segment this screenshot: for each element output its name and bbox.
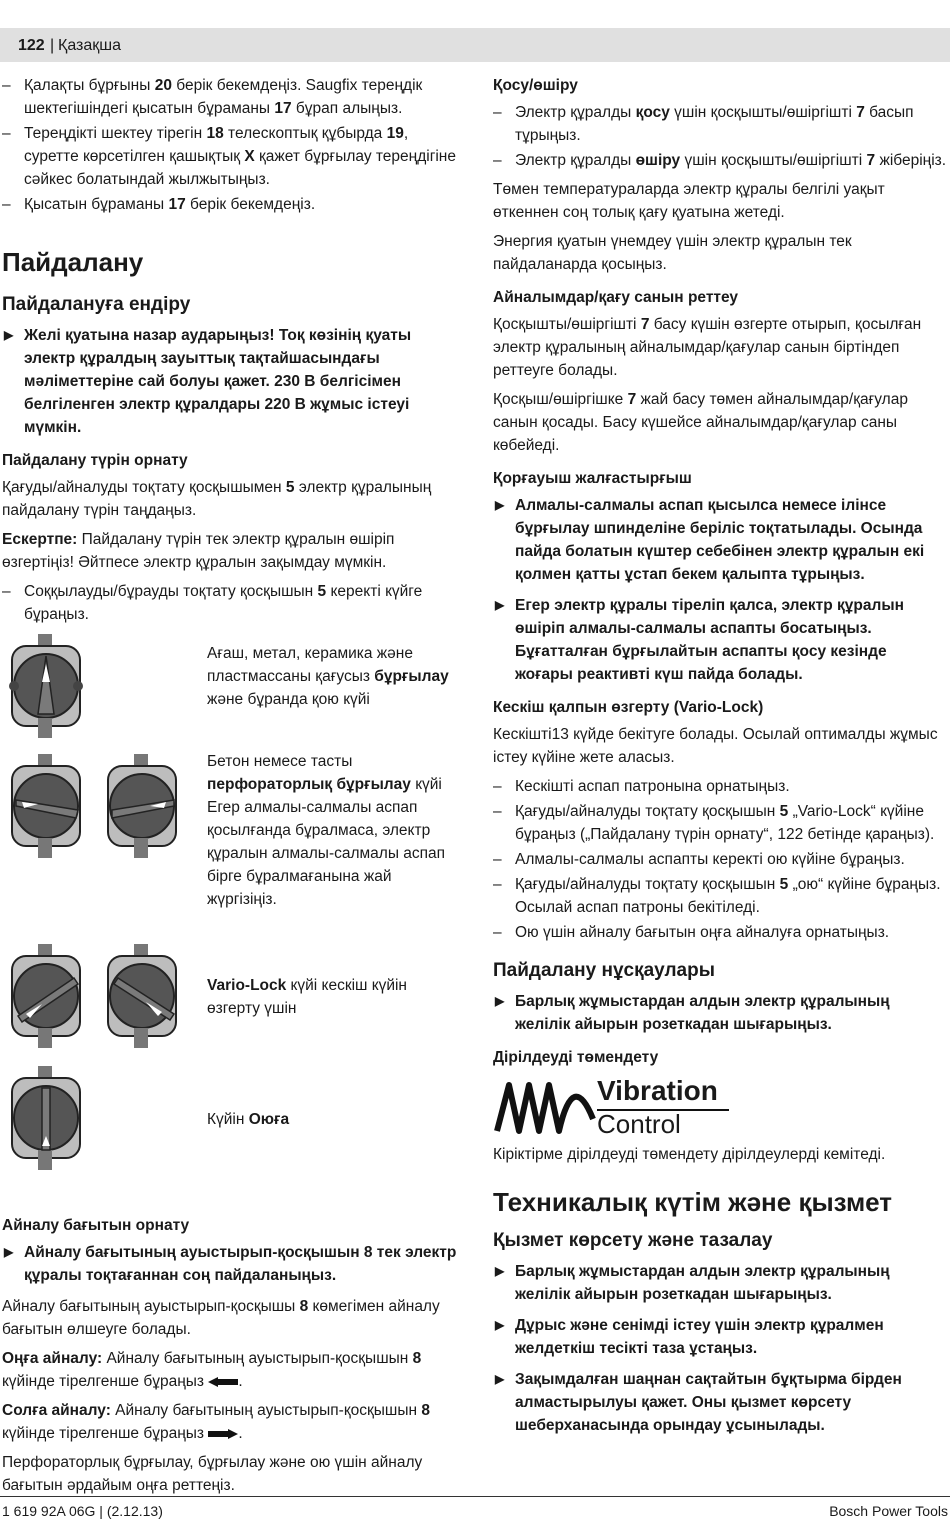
speed-paragraph-2: Қосқыш/өшіргішке 7 жай басу төмен айналымдар/қағулар санын қосады. Басу күшейсе айналымдар/қағулар саны көбейеді. xyxy=(493,391,908,454)
list-item: – Қысатын бұраманы 17 берік бекемдеңіз. xyxy=(2,193,460,216)
mode-paragraph-2: Ескертпе: Пайдалану түрін тек электр құралын өшіріп өзгертіңіз! Әйтпесе электр құралын зақымдау мүмкін. xyxy=(2,531,395,571)
page-number: 122 xyxy=(18,37,45,54)
list-item: – Ою үшін айналу бағытын оңға айналуға орнатыңыз. xyxy=(493,921,948,944)
subheading-clutch: Қорғауыш жалғастырғыш xyxy=(493,470,692,487)
warning-maintenance-2: ▶ Дұрыс және сенімді істеу үшін электр құралмен желдеткіш тесікті таза ұстаңыз. xyxy=(493,1314,948,1360)
control-word: Control xyxy=(597,1109,681,1139)
chisel-paragraph: Кескішті13 күйде бекітуге болады. Осылай оптималды жұмыс істеу күйіне жете аласыз. xyxy=(493,726,938,766)
direction-paragraph-4: Перфораторлық бұрғылау, бұрғылау және ою үшін айналу бағытын әрдайым оңға реттеңіз. xyxy=(2,1454,423,1494)
subheading-speed: Айналымдар/қағу санын реттеу xyxy=(493,289,739,306)
mode-dial-vario-lock-right-icon xyxy=(98,944,186,1048)
mode-text-vario-lock: Vario-Lock күйі кескіш күйін өзгерту үшін xyxy=(207,977,407,1017)
mode-dial-chisel-icon xyxy=(2,1066,90,1170)
mode-dial-hammer-right-icon xyxy=(98,754,186,858)
subheading-start: Пайдалануға ендіру xyxy=(2,294,191,315)
vibration-control-logo xyxy=(493,1075,948,1139)
list-item: – Қалақты бұрғыны 20 берік бекемдеңіз. Saugfix тереңдік шектегішіндегі қысатын бұраманы 17 бұрап алыңыз. xyxy=(2,74,460,120)
page-footer xyxy=(0,1496,950,1519)
list-item: – Қағуды/айналуды тоқтату қосқышын 5 „Vario-Lock“ күйіне бұраңыз („Пайдалану түрін орнату“, 122 бетінде қараңыз). xyxy=(493,800,948,846)
header-separator: | xyxy=(50,37,55,54)
list-item: – Электр құралды өшіру үшін қосқышты/өшіргішті 7 жіберіңіз. xyxy=(493,149,948,172)
section-heading-usage: Пайдалану xyxy=(2,247,144,277)
paragraph-cold: Төмен температураларда электр құралы белгілі уақыт өткеннен соң толық қағу қуатына жетеді. xyxy=(493,181,885,221)
vibration-wave-icon xyxy=(493,1079,597,1135)
vibration-paragraph: Кіріктірме дірілдеуді төмендету дірілдеулерді кемітеді. xyxy=(493,1146,886,1163)
warning-tips: ▶ Барлық жұмыстардан алдын электр құралының желілік айырын розеткадан шығарыңыз. xyxy=(493,990,948,1036)
subheading-tips: Пайдалану нұсқаулары xyxy=(493,960,715,981)
warning-maintenance-3: ▶ Зақымдалған шаңнан сақтайтын бұқтырма бірден алмастырылуы қажет. Оны қызмет көрсету шеберханасында орындау ұсынылады. xyxy=(493,1368,948,1437)
subheading-vibration: Дірілдеуді төмендету xyxy=(493,1049,659,1066)
mode-text-hammer: Бетон немесе тасты перфораторлық бұрғылау күйі Егер алмалы-салмалы аспап қосылғанда бұралмаса, электр құралын алмалы-салмалы аспап бірге бұралмағанына жай жүргізіңіз. xyxy=(207,753,446,908)
mode-dial-vario-lock-left-icon xyxy=(2,944,90,1048)
direction-paragraph-3: Солға айналу: Айналу бағытының ауыстырып-қосқышын 8 күйінде тірелгенше бұраңыз . xyxy=(2,1402,430,1442)
list-item: – Электр құралды қосу үшін қосқышты/өшіргішті 7 басып тұрыңыз. xyxy=(493,101,948,147)
subheading-on-off: Қосу/өшіру xyxy=(493,77,578,94)
subheading-mode: Пайдалану түрін орнату xyxy=(2,452,188,469)
warning-maintenance-1: ▶ Барлық жұмыстардан алдын электр құралының желілік айырын розеткадан шығарыңыз. xyxy=(493,1260,948,1306)
header-language: Қазақша xyxy=(58,37,122,54)
paragraph-energy: Энергия қуатын үнемдеу үшін электр құралын тек пайдаланарда қосыңыз. xyxy=(493,233,852,273)
subheading-service: Қызмет көрсету және тазалау xyxy=(493,1230,773,1251)
page-header xyxy=(0,28,950,62)
warning-clutch-1: ▶ Алмалы-салмалы аспап қысылса немесе ілінсе бұрғылау шпинделіне беріліс тоқтатылады. Осында пайда болатын күштер себебінен электр құралын екі қолмен қатты ұстап бекем қалыпта тұрыңыз. xyxy=(493,494,948,586)
direction-paragraph-2: Оңға айналу: Айналу бағытының ауыстырып-қосқышын 8 күйінде тірелгенше бұраңыз . xyxy=(2,1350,422,1390)
list-item: – Кескішті аспап патронына орнатыңыз. xyxy=(493,775,948,798)
list-item: – Қағуды/айналуды тоқтату қосқышын 5 „ою“ күйіне бұраңыз. Осылай аспап патроны бекітіледі. xyxy=(493,873,948,919)
mode-dial-hammer-left-icon xyxy=(2,754,90,858)
footer-brand: Bosch Power Tools xyxy=(829,1503,948,1519)
warning-voltage: ▶ Желі қуатына назар аударыңыз! Тоқ көзінің қуаты электр құралдың зауыттық тақтайшасындағы мәліметтеріне сай болуы қажет. 230 В белгісімен белгіленген электр құралдары 220 В жұмыс істеуі мүмкін. xyxy=(2,324,460,439)
mode-selector-figures xyxy=(2,634,460,1204)
mode-text-drill: Ағаш, метал, керамика және пластмассаны қағусыз бұрғылау және бұранда қою күйі xyxy=(207,645,449,708)
warning-direction: ▶ Айналу бағытының ауыстырып-қосқышын 8 тек электр құралы тоқтағаннан соң пайдаланыңыз. xyxy=(2,1241,460,1287)
direction-paragraph-1: Айналу бағытының ауыстырып-қосқышы 8 көмегімен айналу бағытын өлшеуге болады. xyxy=(2,1298,440,1338)
arrow-right-icon xyxy=(208,1429,238,1439)
mode-paragraph-1: Қағуды/айналуды тоқтату қосқышымен 5 электр құралының пайдалану түрін таңдаңыз. xyxy=(2,479,432,519)
section-heading-maintenance: Техникалық күтім және қызмет xyxy=(493,1187,893,1217)
left-column xyxy=(2,74,460,1503)
vibration-word: Vibration xyxy=(597,1075,718,1106)
subheading-chisel: Кескіш қалпын өзгерту (Vario-Lock) xyxy=(493,699,764,716)
warning-clutch-2: ▶ Егер электр құралы тіреліп қалса, электр құралын өшіріп алмалы-салмалы аспапты босатыңыз. Бұғатталған бұрғылайтын аспапты қосу кезінде жоғары реактивті күш пайда болады. xyxy=(493,594,948,686)
right-column xyxy=(493,74,948,1445)
subheading-direction: Айналу бағытын орнату xyxy=(2,1217,190,1234)
mode-text-chisel: Күйін Оюға xyxy=(207,1111,290,1128)
footer-code: 1 619 92A 06G | (2.12.13) xyxy=(2,1503,163,1519)
list-item: – Алмалы-салмалы аспапты керекті ою күйіне бұраңыз. xyxy=(493,848,948,871)
list-item: – Тереңдікті шектеу тірегін 18 телескоптық құбырда 19, суретте көрсетілген қашықтық X қажет бұрғылау тереңдігіне сәйкес болатындай жылжытыңыз. xyxy=(2,122,460,191)
arrow-left-icon xyxy=(208,1377,238,1387)
speed-paragraph-1: Қосқышты/өшіргішті 7 басу күшін өзгерте отырып, қосылған электр құралының айналымдар/қағулар санын біртіндеп реттеуге болады. xyxy=(493,316,922,379)
list-item: – Соққылауды/бұрауды тоқтату қосқышын 5 керекті күйге бұраңыз. xyxy=(2,580,460,626)
mode-dial-drill-icon xyxy=(2,634,90,738)
